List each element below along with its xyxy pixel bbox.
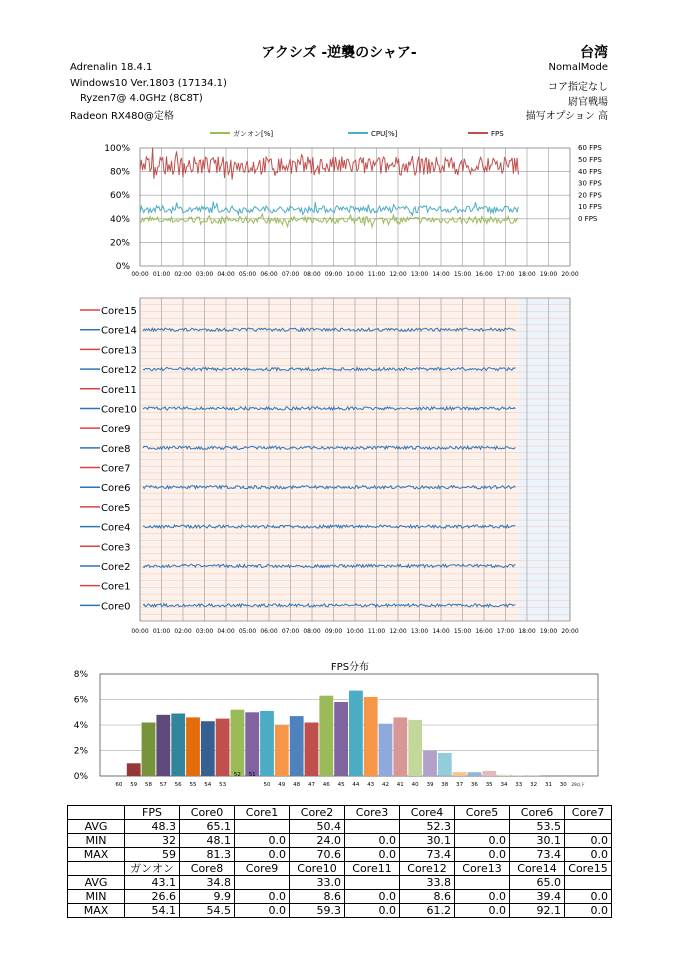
table-cell: Core3 xyxy=(345,806,400,820)
x-tick-label: 00:00 xyxy=(131,628,149,635)
table-cell: 0.0 xyxy=(235,848,290,862)
table-cell: 32 xyxy=(125,834,180,848)
bar-54 xyxy=(201,721,215,776)
bar-50 xyxy=(260,711,274,776)
x-tick-label: 38 xyxy=(441,782,449,788)
table-cell: Core6 xyxy=(510,806,565,820)
x-tick-label: 33 xyxy=(515,782,523,788)
x-tick-label: 20:00 xyxy=(561,628,579,635)
y-tick-label: 8% xyxy=(73,670,88,680)
x-tick-label: 29以下 xyxy=(571,782,585,787)
bar-59 xyxy=(127,763,141,776)
table-cell: 73.4 xyxy=(400,848,455,862)
x-tick-label: 14:00 xyxy=(432,628,450,635)
stats-table xyxy=(67,805,612,918)
table-cell xyxy=(455,820,510,834)
core-legend-label: Core5 xyxy=(101,502,131,514)
usage-line-chart xyxy=(104,130,602,278)
x-tick-label: 46 xyxy=(322,782,330,788)
table-cell xyxy=(455,876,510,890)
table-cell: MIN xyxy=(68,890,125,904)
x-tick-label: 16:00 xyxy=(475,271,493,278)
x-tick-label: 37 xyxy=(456,782,464,788)
y2-tick-label: 30 FPS xyxy=(578,179,602,188)
y-tick-label: 0% xyxy=(115,262,130,272)
x-tick-label: 43 xyxy=(367,782,375,788)
x-tick-label: 56 xyxy=(174,782,182,788)
x-tick-label: 30 xyxy=(559,782,567,788)
table-cell: 0.0 xyxy=(565,834,612,848)
render-option-label: 描写オプション 高 xyxy=(525,111,608,122)
table-cell: AVG xyxy=(68,876,125,890)
x-tick-label: 02:00 xyxy=(174,628,192,635)
table-cell: 8.6 xyxy=(400,890,455,904)
table-cell xyxy=(68,862,125,876)
legend-label-0: ガンオン[%] xyxy=(233,130,274,138)
bar-57 xyxy=(156,715,170,776)
table-cell: 26.6 xyxy=(125,890,180,904)
x-tick-label: 10:00 xyxy=(346,271,364,278)
x-tick-label: 40 xyxy=(411,782,419,788)
table-cell: 48.1 xyxy=(180,834,235,848)
chart-title: FPS分布 xyxy=(330,662,370,673)
x-tick-label: 18:00 xyxy=(518,271,536,278)
table-row xyxy=(68,834,612,848)
x-tick-label: 01:00 xyxy=(152,628,171,635)
x-tick-label: 55 xyxy=(189,782,197,788)
x-tick-label: 05:00 xyxy=(238,271,257,278)
bar-55 xyxy=(186,717,200,776)
table-cell: MIN xyxy=(68,834,125,848)
table-cell: 52.3 xyxy=(400,820,455,834)
bar-40 xyxy=(408,720,422,776)
table-cell: MAX xyxy=(68,848,125,862)
table-cell: 30.1 xyxy=(400,834,455,848)
y-tick-label: 20% xyxy=(109,238,130,249)
y2-tick-label: 40 FPS xyxy=(578,167,602,176)
x-tick-label: 00:00 xyxy=(131,271,149,278)
x-tick-label: 17:00 xyxy=(496,628,515,635)
table-cell xyxy=(345,876,400,890)
x-tick-label: 03:00 xyxy=(195,271,214,278)
x-tick-label: 04:00 xyxy=(217,628,235,635)
table-cell: 9.9 xyxy=(180,890,235,904)
y-tick-label: 6% xyxy=(73,695,88,706)
table-row xyxy=(68,848,612,862)
table-cell: 61.2 xyxy=(400,904,455,918)
x-tick-label: 34 xyxy=(500,782,508,788)
core-legend-label: Core3 xyxy=(101,542,131,554)
core-legend-label: Core4 xyxy=(101,522,131,534)
y-tick-label: 80% xyxy=(109,167,130,178)
series-line-0 xyxy=(140,214,518,227)
y-tick-label: 100% xyxy=(104,144,130,154)
bar-41 xyxy=(393,717,407,776)
table-cell: Core12 xyxy=(400,862,455,876)
x-tick-label: 01:00 xyxy=(152,271,171,278)
bar-58 xyxy=(142,723,156,777)
x-tick-label: 08:00 xyxy=(303,271,321,278)
cpu-info: Ryzen7@ 4.0GHz (8C8T) xyxy=(80,93,203,104)
y2-tick-label: 20 FPS xyxy=(578,191,602,200)
x-tick-label: 13:00 xyxy=(410,271,429,278)
bar-38 xyxy=(438,753,452,776)
x-tick-label: 39 xyxy=(426,782,434,788)
table-cell: Core0 xyxy=(180,806,235,820)
y-tick-label: 60% xyxy=(109,191,130,202)
table-cell: Core10 xyxy=(290,862,345,876)
table-cell xyxy=(345,820,400,834)
table-cell xyxy=(235,820,290,834)
x-tick-label: 42 xyxy=(382,782,389,788)
table-header-row xyxy=(68,806,612,820)
x-tick-label: 44 xyxy=(352,782,360,788)
x-tick-label: 60 xyxy=(115,782,123,788)
y2-tick-label: 0 FPS xyxy=(578,215,598,223)
bar-37 xyxy=(453,772,467,776)
y2-tick-label: 60 FPS xyxy=(578,144,602,153)
y-tick-label: 4% xyxy=(73,721,88,731)
x-tick-label: 15:00 xyxy=(453,271,472,278)
table-row xyxy=(68,876,612,890)
legend-label-1: CPU[%] xyxy=(371,130,398,138)
table-row xyxy=(68,890,612,904)
x-tick-label: 41 xyxy=(396,782,404,788)
bar-49 xyxy=(275,725,289,776)
table-cell: Core8 xyxy=(180,862,235,876)
table-cell: 0.0 xyxy=(345,890,400,904)
table-cell: 92.1 xyxy=(510,904,565,918)
x-tick-label: 14:00 xyxy=(432,271,450,278)
x-tick-label: 57 xyxy=(159,782,167,788)
x-tick-label: 49 xyxy=(278,782,286,788)
table-cell: 0.0 xyxy=(455,848,510,862)
table-cell: 33.8 xyxy=(400,876,455,890)
x-tick-label: 53 xyxy=(219,782,227,788)
x-tick-label: 45 xyxy=(337,782,345,788)
table-cell: 0.0 xyxy=(565,904,612,918)
y2-tick-label: 10 FPS xyxy=(578,203,602,212)
x-tick-label: 07:00 xyxy=(281,271,300,278)
x-tick-label: 47 xyxy=(308,782,315,788)
os-version: Windows10 Ver.1803 (17134.1) xyxy=(70,78,227,89)
x-tick-label: 32 xyxy=(530,782,538,788)
core-usage-chart xyxy=(80,298,579,635)
table-cell: ガンオン xyxy=(125,862,180,876)
x-tick-label: 50 xyxy=(263,782,271,788)
table-cell: 53.5 xyxy=(510,820,565,834)
x-tick-label: 52 xyxy=(233,772,241,778)
bar-33 xyxy=(512,775,526,776)
x-tick-label: 48 xyxy=(293,782,301,788)
core-legend-label: Core0 xyxy=(101,601,131,613)
table-cell: 0.0 xyxy=(235,904,290,918)
region-label: 台湾 xyxy=(580,45,608,61)
bar-53 xyxy=(216,719,230,776)
core-legend-label: Core6 xyxy=(101,483,131,495)
table-cell: 0.0 xyxy=(345,848,400,862)
bar-48 xyxy=(290,716,304,776)
table-cell: Core4 xyxy=(400,806,455,820)
bar-45 xyxy=(334,702,348,776)
x-tick-label: 35 xyxy=(485,782,493,788)
table-cell: 59.3 xyxy=(290,904,345,918)
table-cell: 73.4 xyxy=(510,848,565,862)
table-cell: FPS xyxy=(125,806,180,820)
x-tick-label: 12:00 xyxy=(389,271,407,278)
bar-44 xyxy=(349,691,363,776)
bar-46 xyxy=(319,696,333,776)
bar-56 xyxy=(171,714,185,777)
core-legend-label: Core7 xyxy=(101,463,131,475)
table-cell xyxy=(565,820,612,834)
table-cell: 48.3 xyxy=(125,820,180,834)
bar-42 xyxy=(379,724,393,776)
x-tick-label: 07:00 xyxy=(281,628,300,635)
table-cell: 70.6 xyxy=(290,848,345,862)
table-cell: Core14 xyxy=(510,862,565,876)
table-cell: 0.0 xyxy=(565,890,612,904)
x-tick-label: 17:00 xyxy=(496,271,515,278)
bar-43 xyxy=(364,697,378,776)
table-cell: 50.4 xyxy=(290,820,345,834)
x-tick-label: 19:00 xyxy=(539,628,558,635)
core-legend-label: Core13 xyxy=(101,345,137,357)
page-title: アクシズ -逆襲のシャア- xyxy=(261,45,417,61)
bar-36 xyxy=(468,772,482,776)
table-cell: 54.1 xyxy=(125,904,180,918)
x-tick-label: 06:00 xyxy=(260,628,278,635)
x-tick-label: 54 xyxy=(204,782,212,788)
x-tick-label: 06:00 xyxy=(260,271,278,278)
driver-version: Adrenalin 18.4.1 xyxy=(70,62,153,73)
x-tick-label: 58 xyxy=(145,782,152,788)
gpu-info: Radeon RX480@定格 xyxy=(70,111,174,122)
core-assign-label: コア指定なし xyxy=(548,82,608,93)
fps-distribution-chart xyxy=(74,660,598,788)
x-tick-label: 18:00 xyxy=(518,628,536,635)
x-tick-label: 13:00 xyxy=(410,628,429,635)
core-legend-label: Core14 xyxy=(101,325,137,337)
table-cell xyxy=(68,806,125,820)
core-legend-label: Core9 xyxy=(101,424,131,436)
table-cell: Core1 xyxy=(235,806,290,820)
bar-47 xyxy=(305,723,319,777)
table-cell: 65.1 xyxy=(180,820,235,834)
table-cell: 34.8 xyxy=(180,876,235,890)
x-tick-label: 09:00 xyxy=(324,628,343,635)
bar-51 xyxy=(245,712,259,776)
core-legend-label: Core11 xyxy=(101,384,137,396)
table-cell: 8.6 xyxy=(290,890,345,904)
x-tick-label: 36 xyxy=(470,782,478,788)
battlefield-label: 尉官戦場 xyxy=(568,97,608,108)
core-legend-label: Core12 xyxy=(101,365,137,377)
y-tick-label: 0% xyxy=(73,772,88,782)
table-cell: 30.1 xyxy=(510,834,565,848)
mode-label: NomalMode xyxy=(548,62,608,73)
y2-tick-label: 50 FPS xyxy=(578,156,602,164)
x-tick-label: 31 xyxy=(545,782,552,788)
table-cell xyxy=(235,876,290,890)
table-cell: 0.0 xyxy=(565,848,612,862)
x-tick-label: 16:00 xyxy=(475,628,493,635)
core-legend-label: Core10 xyxy=(101,404,137,416)
table-cell: MAX xyxy=(68,904,125,918)
table-cell: 24.0 xyxy=(290,834,345,848)
table-cell: Core9 xyxy=(235,862,290,876)
table-cell: 0.0 xyxy=(455,904,510,918)
core-legend-label: Core8 xyxy=(101,443,131,455)
table-cell: 0.0 xyxy=(455,890,510,904)
x-tick-label: 51 xyxy=(248,772,256,778)
core-legend-label: Core1 xyxy=(101,581,131,593)
x-tick-label: 20:00 xyxy=(561,271,579,278)
table-cell: Core5 xyxy=(455,806,510,820)
table-cell: Core13 xyxy=(455,862,510,876)
x-tick-label: 09:00 xyxy=(324,271,343,278)
table-cell: 0.0 xyxy=(235,834,290,848)
table-cell: AVG xyxy=(68,820,125,834)
table-cell: 43.1 xyxy=(125,876,180,890)
series-line-1 xyxy=(140,202,518,216)
bar-52 xyxy=(231,710,245,776)
x-tick-label: 04:00 xyxy=(217,271,235,278)
x-tick-label: 12:00 xyxy=(389,628,407,635)
table-cell: 81.3 xyxy=(180,848,235,862)
table-cell: 0.0 xyxy=(235,890,290,904)
table-cell: 0.0 xyxy=(345,834,400,848)
core-legend-label: Core2 xyxy=(101,561,131,573)
table-cell: Core11 xyxy=(345,862,400,876)
legend-label-2: FPS xyxy=(491,130,504,138)
x-tick-label: 03:00 xyxy=(195,628,214,635)
table-cell xyxy=(565,876,612,890)
x-tick-label: 19:00 xyxy=(539,271,558,278)
bar-39 xyxy=(423,751,437,777)
y-tick-label: 40% xyxy=(109,214,130,225)
table-cell: 65.0 xyxy=(510,876,565,890)
table-cell: 0.0 xyxy=(345,904,400,918)
table-row xyxy=(68,820,612,834)
bar-35 xyxy=(482,771,496,776)
table-cell: Core7 xyxy=(565,806,612,820)
bar-34 xyxy=(497,775,511,776)
table-cell: 0.0 xyxy=(455,834,510,848)
x-tick-label: 05:00 xyxy=(238,628,257,635)
table-cell: Core2 xyxy=(290,806,345,820)
table-cell: Core15 xyxy=(565,862,612,876)
x-tick-label: 11:00 xyxy=(367,271,386,278)
table-header-row xyxy=(68,862,612,876)
x-tick-label: 08:00 xyxy=(303,628,321,635)
table-cell: 33.0 xyxy=(290,876,345,890)
x-tick-label: 11:00 xyxy=(367,628,386,635)
y-tick-label: 2% xyxy=(73,746,88,757)
x-tick-label: 59 xyxy=(130,782,138,788)
x-tick-label: 02:00 xyxy=(174,271,192,278)
table-cell: 59 xyxy=(125,848,180,862)
table-row xyxy=(68,904,612,918)
table-cell: 39.4 xyxy=(510,890,565,904)
core-legend-label: Core15 xyxy=(101,306,137,317)
table-cell: 54.5 xyxy=(180,904,235,918)
x-tick-label: 10:00 xyxy=(346,628,364,635)
series-line-2 xyxy=(140,148,518,180)
x-tick-label: 15:00 xyxy=(453,628,472,635)
